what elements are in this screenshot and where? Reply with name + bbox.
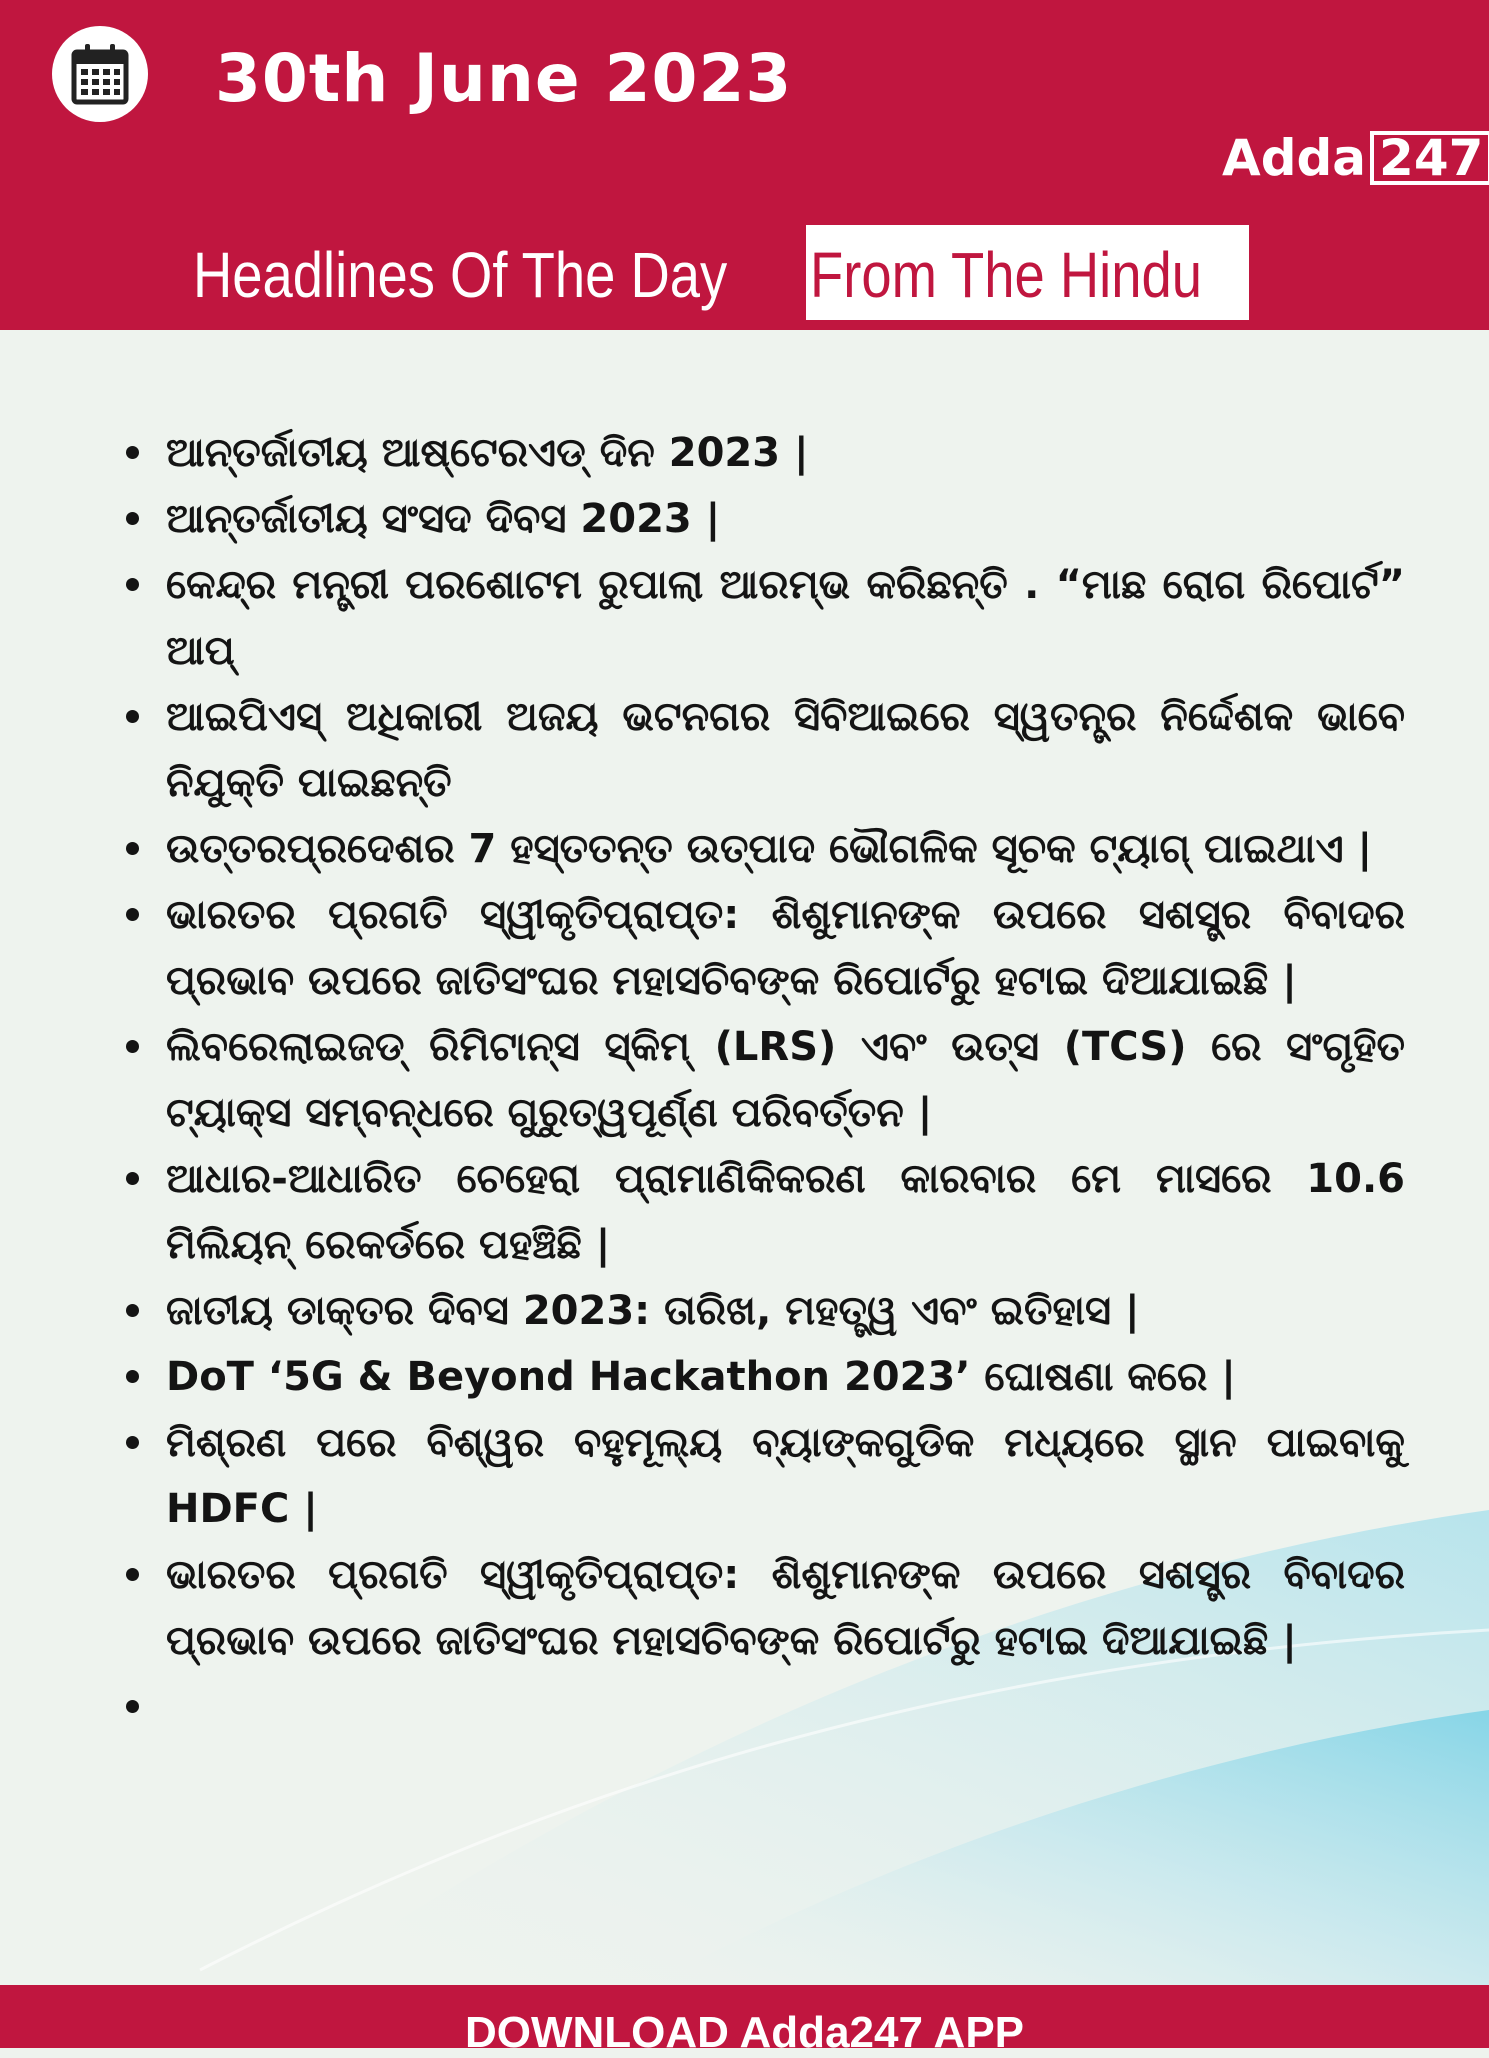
headline-item: ଆଧାର-ଆଧାରିତ ଚେହେରା ପ୍ରାମାଣିକିକରଣ କାରବାର ମେ ମାସରେ 10.6 ମିଲିୟନ୍ ରେକର୍ଡରେ ପହଞ୍ଚିଛି | — [120, 1146, 1405, 1278]
headline-item: ଭାରତର ପ୍ରଗତି ସ୍ୱୀକୃତିପ୍ରାପ୍ତ: ଶିଶୁମାନଙ୍କ ଉପରେ ସଶସ୍ତ୍ର ବିବାଦର ପ୍ରଭାବ ଉପରେ ଜାତିସଂଘର ମହାସଚିବଙ୍କ ରିପୋର୍ଟରୁ ହଟାଇ ଦିଆଯାଇଛି | — [120, 1542, 1405, 1674]
headline-item: ଆନ୍ତର୍ଜାତୀୟ ସଂସଦ ଦିବସ 2023 | — [120, 486, 1405, 552]
page-title: Headlines Of The Day — [193, 239, 728, 311]
headline-item-empty — [120, 1674, 1405, 1740]
brand-name: Adda — [1222, 129, 1367, 187]
calendar-badge — [52, 26, 148, 122]
date-label: 30th June 2023 — [215, 40, 793, 117]
headline-item: ଲିବରେଲାଇଜଡ୍ ରିମିଟାନ୍ସ ସ୍କିମ୍ (LRS) ଏବଂ ଉତ୍ସ (TCS) ରେ ସଂଗୃହିତ ଟ୍ୟାକ୍ସ ସମ୍ବନ୍ଧରେ ଗୁରୁତ୍ୱପୂର୍ଣ୍ଣ ପରିବର୍ତ୍ତନ | — [120, 1014, 1405, 1146]
headline-item: କେନ୍ଦ୍ର ମନ୍ତ୍ରୀ ପରଶୋଟମ ରୁପାଲା ଆରମ୍ଭ କରିଛନ୍ତି . “ମାଛ ରୋଗ ରିପୋର୍ଟ” ଆପ୍ — [120, 552, 1405, 684]
headline-item: DoT ‘5G & Beyond Hackathon 2023’ ଘୋଷଣା କରେ | — [120, 1344, 1405, 1410]
brand-number: 247 — [1370, 131, 1489, 185]
headline-item: ଭାରତର ପ୍ରଗତି ସ୍ୱୀକୃତିପ୍ରାପ୍ତ: ଶିଶୁମାନଙ୍କ ଉପରେ ସଶସ୍ତ୍ର ବିବାଦର ପ୍ରଭାବ ଉପରେ ଜାତିସଂଘର ମହାସଚିବଙ୍କ ରିପୋର୍ଟରୁ ହଟାଇ ଦିଆଯାଇଛି | — [120, 882, 1405, 1014]
brand-logo — [1222, 128, 1489, 188]
headline-item: ଆନ୍ତର୍ଜାତୀୟ ଆଷ୍ଟେରଏଡ୍ ଦିନ 2023 | — [120, 420, 1405, 486]
headline-item: ମିଶ୍ରଣ ପରେ ବିଶ୍ୱର ବହୁମୂଲ୍ୟ ବ୍ୟାଙ୍କଗୁଡିକ ମଧ୍ୟରେ ସ୍ଥାନ ପାଇବାକୁ HDFC | — [120, 1410, 1405, 1542]
headline-item: ଆଇପିଏସ୍ ଅଧିକାରୀ ଅଜୟ ଭଟନଗର ସିବିଆଇରେ ସ୍ୱତନ୍ତ୍ର ନିର୍ଦ୍ଦେଶକ ଭାବେ ନିଯୁକ୍ତି ପାଇଛନ୍ତି — [120, 684, 1405, 816]
headline-item: ଉତ୍ତରପ୍ରଦେଶର 7 ହସ୍ତତନ୍ତ ଉତ୍ପାଦ ଭୌଗଳିକ ସୂଚକ ଟ୍ୟାଗ୍ ପାଇଥାଏ | — [120, 816, 1405, 882]
headlines-list — [120, 420, 1405, 1740]
download-app-link[interactable]: DOWNLOAD Adda247 APP — [464, 2008, 1025, 2057]
headline-item: ଜାତୀୟ ଡାକ୍ତର ଦିବସ 2023: ତାରିଖ, ମହତ୍ତ୍ୱ ଏବଂ ଇତିହାସ | — [120, 1278, 1405, 1344]
calendar-icon — [70, 42, 130, 106]
source-label: From The Hindu — [810, 239, 1203, 311]
